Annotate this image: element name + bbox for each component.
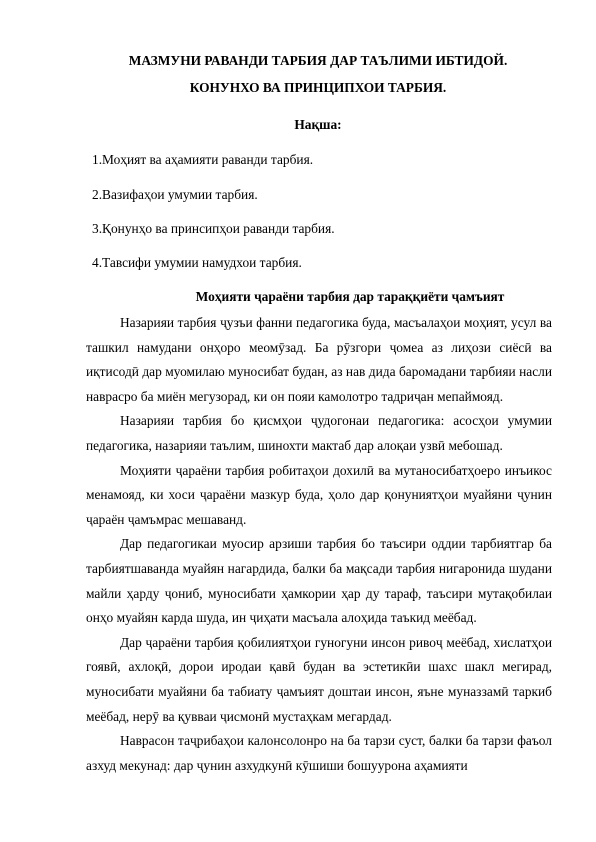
document-title-line-2: КОНУНХО ВА ПРИНЦИПХОИ ТАРБИЯ. (189, 80, 447, 95)
plan-item: 3.Қонунҳо ва принсипҳои раванди тарбия. (92, 221, 335, 236)
body-text (86, 311, 552, 778)
paragraph: Дар педагогикаи муосир арзиши тарбия бо таъсири оддии тарбиятгар ба тарбиятшаванда муайян нагардида, балки ба мақсади тарбия нигаронида шудани майли ҳарду ҷониб, муносибати ҳамкории ҳар ду тараф, таъсири мутақобилаи онҳо муайян карда шуда, ин ҷиҳати масъала алоҳида таъкид меёбад. (86, 536, 552, 626)
plan-label: Нақша: (294, 117, 342, 132)
plan-item: 1.Моҳият ва аҳамияти раванди тарбия. (92, 152, 314, 167)
plan-item: 2.Вазифаҳои умумии тарбия. (92, 187, 258, 202)
paragraph: Наврасон таҷрибаҳои калонсолонро на ба тарзи суст, балки ба тарзи фаъол азхуд мекунад: дар ҷунин азхудкунӣ кӯшиши бошуурона аҳамияти (86, 733, 552, 773)
section-title: Моҳияти ҷараёни тарбия дар тараққиёти ҷамъият (195, 289, 505, 304)
paragraph: Моҳияти ҷараёни тарбия робитаҳои дохилӣ ва мутаносибатҳоеро инъикос менамояд, ки хоси ҷараёни мазкур буда, ҳоло дар қонуниятҳои муайяни ҷунин ҷараён ҷамъмрас мешаванд. (86, 462, 552, 527)
plan-item: 4.Тавсифи умумии намудхои тарбия. (92, 255, 302, 270)
document-title-line-1: МАЗМУНИ РАВАНДИ ТАРБИЯ ДАР ТАЪЛИМИ ИБТИДОЙ. (128, 53, 508, 68)
paragraph: Назарияи тарбия бо қисмҳои ҷудогонаи педагогика: асосҳои умумии педагогика, назарияи таълим, шинохти мактаб дар алоқаи узвӣ мебошад. (86, 413, 552, 453)
paragraph: Назарияи тарбия ҷузъи фанни педагогика буда, масъалаҳои моҳият, усул ва ташкил намудани онҳоро меомӯзад. Ба рӯзгори ҷомеа аз лиҳози сиёсӣ ва иқтисодӣ дар муомилаю муносибат будан, аз нав дида баромадани тарбияи насли наврасро ба миён мегузорад, ки он пояи камолотро тадриҷан мепаймояд. (86, 315, 552, 404)
paragraph: Дар ҷараёни тарбия қобилиятҳои гуногуни инсон ривоҷ меёбад, хислатҳои гоявӣ, ахлоқӣ, дорои иродаи қавӣ будан ва эстетикӣи шахс шакл мегирад, муносибати муайяни ба табиату ҷамъият доштаи инсон, яъне муназзамӣ таркиб меёбад, нерӯ ва қувваи ҷисмонӣ мустаҳкам мегардад. (86, 634, 552, 724)
